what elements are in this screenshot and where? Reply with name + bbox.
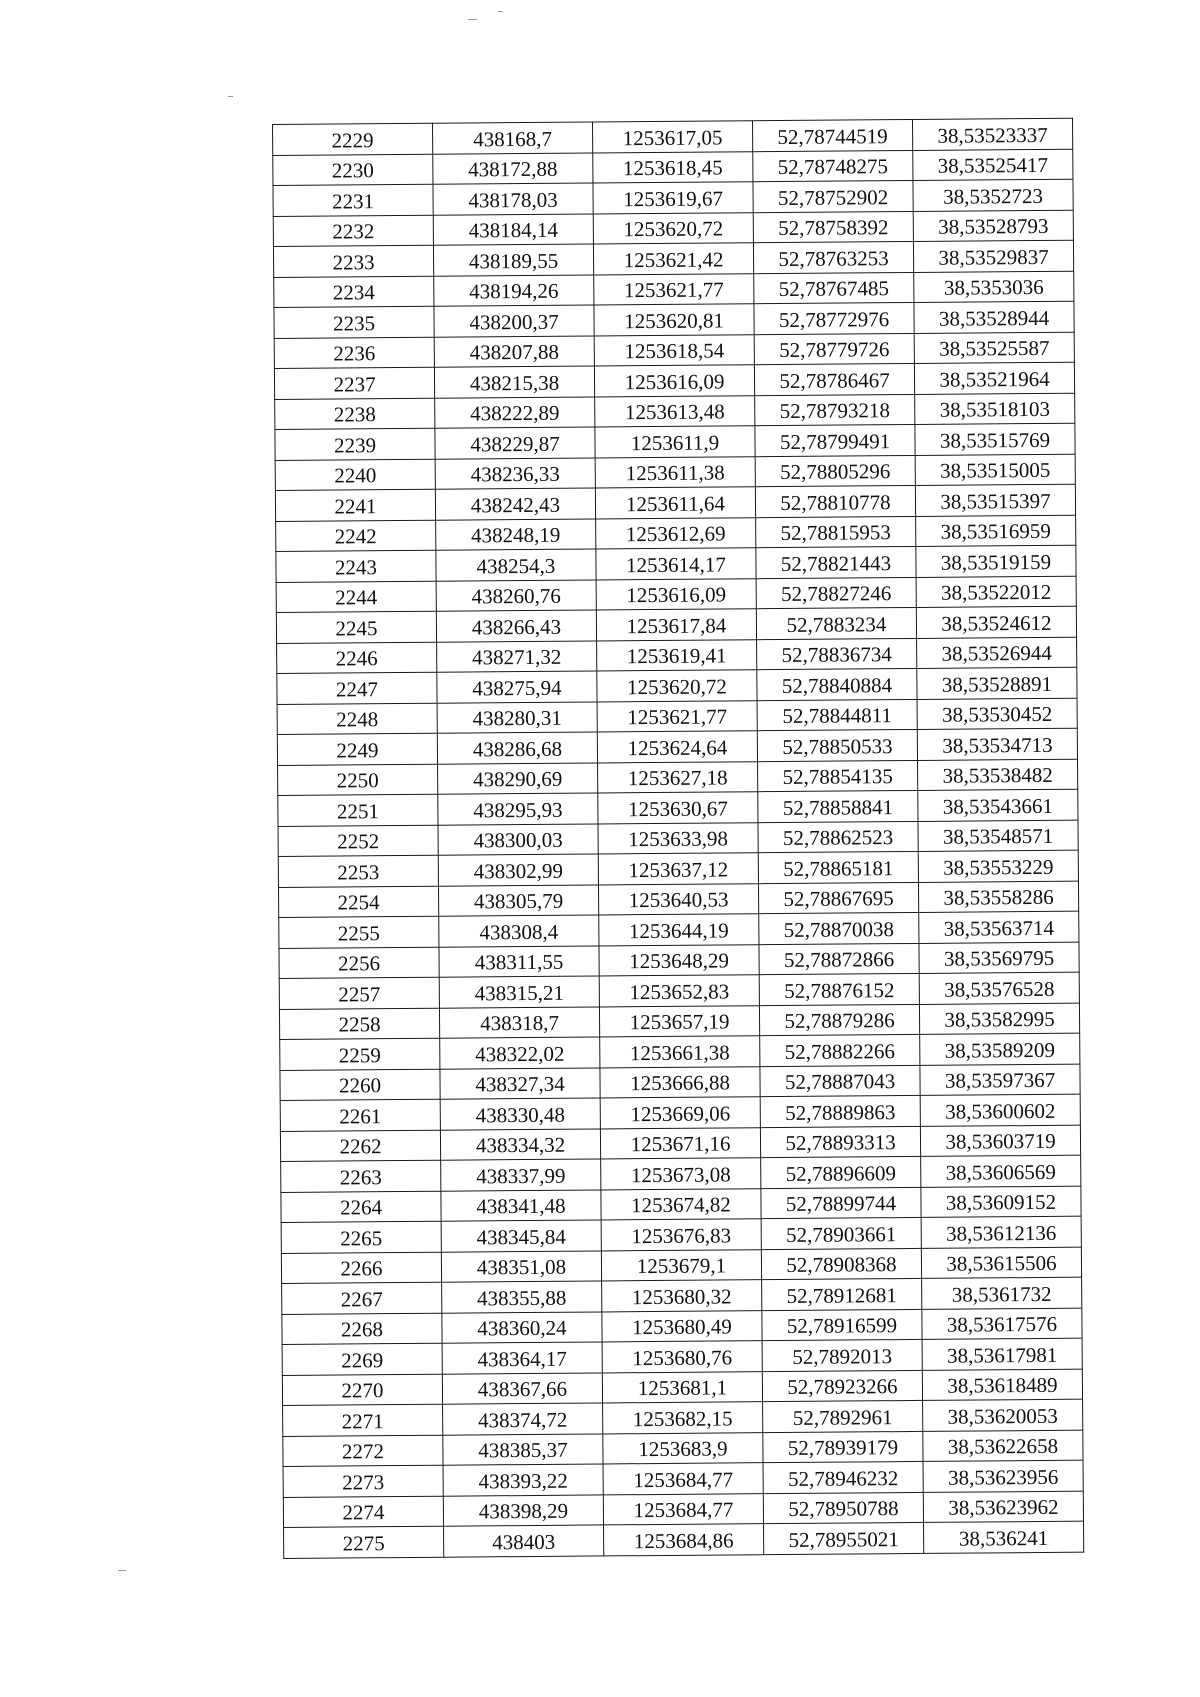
y-coordinate-cell: 1253618,45 bbox=[593, 151, 753, 183]
point-number-cell: 2251 bbox=[278, 794, 438, 826]
y-coordinate-cell: 1253644,19 bbox=[599, 914, 759, 946]
x-coordinate-cell: 438280,31 bbox=[437, 701, 597, 733]
longitude-cell: 38,53615506 bbox=[921, 1247, 1081, 1279]
y-coordinate-cell: 1253614,17 bbox=[596, 548, 756, 580]
y-coordinate-cell: 1253619,67 bbox=[593, 182, 753, 214]
longitude-cell: 38,53553229 bbox=[918, 850, 1078, 882]
x-coordinate-cell: 438398,29 bbox=[443, 1494, 603, 1526]
longitude-cell: 38,53534713 bbox=[917, 728, 1077, 760]
latitude-cell: 52,78889863 bbox=[760, 1095, 920, 1127]
longitude-cell: 38,53623956 bbox=[923, 1460, 1083, 1492]
y-coordinate-cell: 1253618,54 bbox=[594, 334, 754, 366]
latitude-cell: 52,78799491 bbox=[755, 424, 915, 456]
latitude-cell: 52,78882266 bbox=[760, 1034, 920, 1066]
x-coordinate-cell: 438184,14 bbox=[433, 213, 593, 245]
x-coordinate-cell: 438207,88 bbox=[434, 335, 594, 367]
latitude-cell: 52,78887043 bbox=[760, 1065, 920, 1097]
point-number-cell: 2246 bbox=[277, 642, 437, 674]
point-number-cell: 2264 bbox=[281, 1191, 441, 1223]
longitude-cell: 38,53622658 bbox=[923, 1430, 1083, 1462]
point-number-cell: 2273 bbox=[283, 1465, 443, 1497]
latitude-cell: 52,78840884 bbox=[757, 668, 917, 700]
point-number-cell: 2270 bbox=[282, 1374, 442, 1406]
latitude-cell: 52,78752902 bbox=[753, 180, 913, 212]
x-coordinate-cell: 438242,43 bbox=[435, 488, 595, 520]
latitude-cell: 52,78779726 bbox=[754, 333, 914, 365]
point-number-cell: 2237 bbox=[274, 367, 434, 399]
y-coordinate-cell: 1253619,41 bbox=[597, 639, 757, 671]
point-number-cell: 2254 bbox=[278, 886, 438, 918]
point-number-cell: 2257 bbox=[279, 977, 439, 1009]
y-coordinate-cell: 1253684,77 bbox=[603, 1493, 763, 1525]
point-number-cell: 2262 bbox=[280, 1130, 440, 1162]
longitude-cell: 38,53609152 bbox=[921, 1186, 1081, 1218]
latitude-cell: 52,78923266 bbox=[762, 1370, 922, 1402]
longitude-cell: 38,53525417 bbox=[913, 149, 1073, 181]
x-coordinate-cell: 438248,19 bbox=[436, 518, 596, 550]
y-coordinate-cell: 1253621,77 bbox=[594, 273, 754, 305]
longitude-cell: 38,53597367 bbox=[920, 1064, 1080, 1096]
x-coordinate-cell: 438254,3 bbox=[436, 549, 596, 581]
latitude-cell: 52,78862523 bbox=[758, 821, 918, 853]
y-coordinate-cell: 1253684,86 bbox=[604, 1524, 764, 1556]
scan-speck-top bbox=[468, 19, 477, 20]
table-row bbox=[284, 1521, 1084, 1558]
y-coordinate-cell: 1253616,09 bbox=[594, 365, 754, 397]
point-number-cell: 2265 bbox=[281, 1221, 441, 1253]
longitude-cell: 38,53558286 bbox=[918, 881, 1078, 913]
point-number-cell: 2230 bbox=[273, 154, 433, 186]
longitude-cell: 38,53617576 bbox=[922, 1308, 1082, 1340]
latitude-cell: 52,78939179 bbox=[763, 1431, 923, 1463]
point-number-cell: 2238 bbox=[275, 398, 435, 430]
point-number-cell: 2258 bbox=[279, 1008, 439, 1040]
x-coordinate-cell: 438266,43 bbox=[436, 610, 596, 642]
longitude-cell: 38,53530452 bbox=[917, 698, 1077, 730]
longitude-cell: 38,53618489 bbox=[922, 1369, 1082, 1401]
latitude-cell: 52,78946232 bbox=[763, 1461, 923, 1493]
point-number-cell: 2259 bbox=[280, 1038, 440, 1070]
point-number-cell: 2248 bbox=[277, 703, 437, 735]
latitude-cell: 52,78836734 bbox=[757, 638, 917, 670]
latitude-cell: 52,78865181 bbox=[758, 851, 918, 883]
latitude-cell: 52,78867695 bbox=[758, 882, 918, 914]
coordinates-table bbox=[272, 118, 1084, 1559]
latitude-cell: 52,78876152 bbox=[759, 973, 919, 1005]
longitude-cell: 38,53515769 bbox=[915, 423, 1075, 455]
latitude-cell: 52,78872866 bbox=[759, 943, 919, 975]
longitude-cell: 38,53543661 bbox=[918, 789, 1078, 821]
x-coordinate-cell: 438337,99 bbox=[441, 1159, 601, 1191]
x-coordinate-cell: 438302,99 bbox=[438, 854, 598, 886]
y-coordinate-cell: 1253683,9 bbox=[603, 1432, 763, 1464]
point-number-cell: 2244 bbox=[276, 581, 436, 613]
y-coordinate-cell: 1253640,53 bbox=[598, 883, 758, 915]
latitude-cell: 52,78827246 bbox=[756, 577, 916, 609]
longitude-cell: 38,53524612 bbox=[916, 606, 1076, 638]
point-number-cell: 2269 bbox=[282, 1343, 442, 1375]
latitude-cell: 52,78858841 bbox=[758, 790, 918, 822]
longitude-cell: 38,53582995 bbox=[919, 1003, 1079, 1035]
scan-speck-top-right bbox=[498, 11, 503, 12]
longitude-cell: 38,53603719 bbox=[920, 1125, 1080, 1157]
y-coordinate-cell: 1253637,12 bbox=[598, 853, 758, 885]
y-coordinate-cell: 1253624,64 bbox=[597, 731, 757, 763]
longitude-cell: 38,53612136 bbox=[921, 1216, 1081, 1248]
y-coordinate-cell: 1253666,88 bbox=[600, 1066, 760, 1098]
latitude-cell: 52,78916599 bbox=[762, 1309, 922, 1341]
longitude-cell: 38,53521964 bbox=[914, 362, 1074, 394]
latitude-cell: 52,78896609 bbox=[761, 1156, 921, 1188]
x-coordinate-cell: 438200,37 bbox=[434, 305, 594, 337]
x-coordinate-cell: 438351,08 bbox=[441, 1250, 601, 1282]
point-number-cell: 2242 bbox=[276, 520, 436, 552]
x-coordinate-cell: 438275,94 bbox=[437, 671, 597, 703]
x-coordinate-cell: 438229,87 bbox=[435, 427, 595, 459]
y-coordinate-cell: 1253627,18 bbox=[598, 761, 758, 793]
point-number-cell: 2245 bbox=[276, 611, 436, 643]
x-coordinate-cell: 438236,33 bbox=[435, 457, 595, 489]
point-number-cell: 2236 bbox=[274, 337, 434, 369]
latitude-cell: 52,78854135 bbox=[758, 760, 918, 792]
point-number-cell: 2253 bbox=[278, 855, 438, 887]
x-coordinate-cell: 438341,48 bbox=[441, 1189, 601, 1221]
latitude-cell: 52,78758392 bbox=[753, 211, 913, 243]
longitude-cell: 38,53523337 bbox=[912, 118, 1072, 150]
y-coordinate-cell: 1253669,06 bbox=[600, 1097, 760, 1129]
longitude-cell: 38,53516959 bbox=[916, 515, 1076, 547]
point-number-cell: 2271 bbox=[283, 1404, 443, 1436]
point-number-cell: 2268 bbox=[282, 1313, 442, 1345]
x-coordinate-cell: 438295,93 bbox=[438, 793, 598, 825]
y-coordinate-cell: 1253621,42 bbox=[593, 243, 753, 275]
point-number-cell: 2239 bbox=[275, 428, 435, 460]
y-coordinate-cell: 1253617,84 bbox=[596, 609, 756, 641]
latitude-cell: 52,78772976 bbox=[754, 302, 914, 334]
longitude-cell: 38,53515397 bbox=[915, 484, 1075, 516]
point-number-cell: 2231 bbox=[273, 184, 433, 216]
longitude-cell: 38,53528793 bbox=[913, 210, 1073, 242]
x-coordinate-cell: 438178,03 bbox=[433, 183, 593, 215]
latitude-cell: 52,78786467 bbox=[754, 363, 914, 395]
y-coordinate-cell: 1253611,64 bbox=[595, 487, 755, 519]
x-coordinate-cell: 438222,89 bbox=[435, 396, 595, 428]
point-number-cell: 2267 bbox=[282, 1282, 442, 1314]
point-number-cell: 2261 bbox=[280, 1099, 440, 1131]
point-number-cell: 2266 bbox=[281, 1252, 441, 1284]
latitude-cell: 52,78908368 bbox=[761, 1248, 921, 1280]
x-coordinate-cell: 438286,68 bbox=[437, 732, 597, 764]
latitude-cell: 52,7892961 bbox=[763, 1400, 923, 1432]
point-number-cell: 2235 bbox=[274, 306, 434, 338]
point-number-cell: 2255 bbox=[279, 916, 439, 948]
x-coordinate-cell: 438360,24 bbox=[442, 1311, 602, 1343]
y-coordinate-cell: 1253682,15 bbox=[603, 1402, 763, 1434]
point-number-cell: 2274 bbox=[283, 1496, 443, 1528]
y-coordinate-cell: 1253611,38 bbox=[595, 456, 755, 488]
point-number-cell: 2234 bbox=[274, 276, 434, 308]
x-coordinate-cell: 438318,7 bbox=[439, 1006, 599, 1038]
point-number-cell: 2247 bbox=[277, 672, 437, 704]
x-coordinate-cell: 438271,32 bbox=[437, 640, 597, 672]
point-number-cell: 2243 bbox=[276, 550, 436, 582]
x-coordinate-cell: 438367,66 bbox=[442, 1372, 602, 1404]
x-coordinate-cell: 438330,48 bbox=[440, 1098, 600, 1130]
latitude-cell: 52,78763253 bbox=[753, 241, 913, 273]
x-coordinate-cell: 438168,7 bbox=[432, 122, 592, 154]
longitude-cell: 38,53563714 bbox=[919, 911, 1079, 943]
latitude-cell: 52,78950788 bbox=[763, 1492, 923, 1524]
x-coordinate-cell: 438345,84 bbox=[441, 1220, 601, 1252]
latitude-cell: 52,78815953 bbox=[756, 516, 916, 548]
x-coordinate-cell: 438260,76 bbox=[436, 579, 596, 611]
point-number-cell: 2260 bbox=[280, 1069, 440, 1101]
longitude-cell: 38,53528891 bbox=[917, 667, 1077, 699]
latitude-cell: 52,7883234 bbox=[756, 607, 916, 639]
latitude-cell: 52,78879286 bbox=[759, 1004, 919, 1036]
y-coordinate-cell: 1253611,9 bbox=[595, 426, 755, 458]
y-coordinate-cell: 1253676,83 bbox=[601, 1219, 761, 1251]
y-coordinate-cell: 1253680,76 bbox=[602, 1341, 762, 1373]
point-number-cell: 2250 bbox=[278, 764, 438, 796]
longitude-cell: 38,53589209 bbox=[920, 1033, 1080, 1065]
latitude-cell: 52,78893313 bbox=[760, 1126, 920, 1158]
y-coordinate-cell: 1253684,77 bbox=[603, 1463, 763, 1495]
latitude-cell: 52,78903661 bbox=[761, 1217, 921, 1249]
point-number-cell: 2252 bbox=[278, 825, 438, 857]
y-coordinate-cell: 1253657,19 bbox=[599, 1005, 759, 1037]
x-coordinate-cell: 438355,88 bbox=[442, 1281, 602, 1313]
y-coordinate-cell: 1253680,32 bbox=[602, 1280, 762, 1312]
longitude-cell: 38,53617981 bbox=[922, 1338, 1082, 1370]
point-number-cell: 2240 bbox=[275, 459, 435, 491]
longitude-cell: 38,53576528 bbox=[919, 972, 1079, 1004]
point-number-cell: 2275 bbox=[284, 1526, 444, 1558]
y-coordinate-cell: 1253621,77 bbox=[597, 700, 757, 732]
latitude-cell: 52,78899744 bbox=[761, 1187, 921, 1219]
longitude-cell: 38,536241 bbox=[924, 1521, 1084, 1553]
x-coordinate-cell: 438172,88 bbox=[433, 152, 593, 184]
point-number-cell: 2233 bbox=[273, 245, 433, 277]
latitude-cell: 52,78748275 bbox=[753, 150, 913, 182]
longitude-cell: 38,53515005 bbox=[915, 454, 1075, 486]
y-coordinate-cell: 1253612,69 bbox=[596, 517, 756, 549]
y-coordinate-cell: 1253681,1 bbox=[602, 1371, 762, 1403]
y-coordinate-cell: 1253620,72 bbox=[597, 670, 757, 702]
longitude-cell: 38,53620053 bbox=[923, 1399, 1083, 1431]
latitude-cell: 52,78955021 bbox=[764, 1522, 924, 1554]
longitude-cell: 38,53623962 bbox=[923, 1491, 1083, 1523]
y-coordinate-cell: 1253661,38 bbox=[600, 1036, 760, 1068]
y-coordinate-cell: 1253673,08 bbox=[601, 1158, 761, 1190]
x-coordinate-cell: 438305,79 bbox=[438, 884, 598, 916]
longitude-cell: 38,53600602 bbox=[920, 1094, 1080, 1126]
latitude-cell: 52,78793218 bbox=[755, 394, 915, 426]
latitude-cell: 52,78821443 bbox=[756, 546, 916, 578]
longitude-cell: 38,5361732 bbox=[922, 1277, 1082, 1309]
longitude-cell: 38,53528944 bbox=[914, 301, 1074, 333]
point-number-cell: 2232 bbox=[273, 215, 433, 247]
x-coordinate-cell: 438215,38 bbox=[434, 366, 594, 398]
x-coordinate-cell: 438194,26 bbox=[434, 274, 594, 306]
scan-speck-left-bottom bbox=[118, 1570, 126, 1571]
longitude-cell: 38,5352723 bbox=[913, 179, 1073, 211]
longitude-cell: 38,53525587 bbox=[914, 332, 1074, 364]
coordinates-table-body bbox=[273, 118, 1084, 1558]
y-coordinate-cell: 1253648,29 bbox=[599, 944, 759, 976]
latitude-cell: 52,78850533 bbox=[757, 729, 917, 761]
longitude-cell: 38,53538482 bbox=[918, 759, 1078, 791]
longitude-cell: 38,53526944 bbox=[917, 637, 1077, 669]
x-coordinate-cell: 438327,34 bbox=[440, 1067, 600, 1099]
latitude-cell: 52,78744519 bbox=[752, 119, 912, 151]
point-number-cell: 2272 bbox=[283, 1435, 443, 1467]
x-coordinate-cell: 438364,17 bbox=[442, 1342, 602, 1374]
longitude-cell: 38,53569795 bbox=[919, 942, 1079, 974]
latitude-cell: 52,7892013 bbox=[762, 1339, 922, 1371]
y-coordinate-cell: 1253617,05 bbox=[592, 121, 752, 153]
x-coordinate-cell: 438290,69 bbox=[438, 762, 598, 794]
scan-speck-left-top bbox=[228, 96, 233, 97]
x-coordinate-cell: 438300,03 bbox=[438, 823, 598, 855]
x-coordinate-cell: 438322,02 bbox=[440, 1037, 600, 1069]
point-number-cell: 2263 bbox=[281, 1160, 441, 1192]
y-coordinate-cell: 1253674,82 bbox=[601, 1188, 761, 1220]
y-coordinate-cell: 1253620,81 bbox=[594, 304, 754, 336]
longitude-cell: 38,53522012 bbox=[916, 576, 1076, 608]
latitude-cell: 52,78870038 bbox=[759, 912, 919, 944]
x-coordinate-cell: 438374,72 bbox=[443, 1403, 603, 1435]
point-number-cell: 2229 bbox=[273, 123, 433, 155]
x-coordinate-cell: 438308,4 bbox=[439, 915, 599, 947]
longitude-cell: 38,53606569 bbox=[921, 1155, 1081, 1187]
y-coordinate-cell: 1253679,1 bbox=[601, 1249, 761, 1281]
y-coordinate-cell: 1253616,09 bbox=[596, 578, 756, 610]
longitude-cell: 38,5353036 bbox=[914, 271, 1074, 303]
y-coordinate-cell: 1253680,49 bbox=[602, 1310, 762, 1342]
longitude-cell: 38,53548571 bbox=[918, 820, 1078, 852]
longitude-cell: 38,53529837 bbox=[913, 240, 1073, 272]
x-coordinate-cell: 438311,55 bbox=[439, 945, 599, 977]
x-coordinate-cell: 438403 bbox=[444, 1525, 604, 1557]
y-coordinate-cell: 1253620,72 bbox=[593, 212, 753, 244]
y-coordinate-cell: 1253613,48 bbox=[595, 395, 755, 427]
point-number-cell: 2256 bbox=[279, 947, 439, 979]
x-coordinate-cell: 438315,21 bbox=[439, 976, 599, 1008]
point-number-cell: 2241 bbox=[275, 489, 435, 521]
latitude-cell: 52,78912681 bbox=[762, 1278, 922, 1310]
y-coordinate-cell: 1253671,16 bbox=[600, 1127, 760, 1159]
y-coordinate-cell: 1253652,83 bbox=[599, 975, 759, 1007]
x-coordinate-cell: 438393,22 bbox=[443, 1464, 603, 1496]
x-coordinate-cell: 438334,32 bbox=[440, 1128, 600, 1160]
longitude-cell: 38,53518103 bbox=[915, 393, 1075, 425]
point-number-cell: 2249 bbox=[277, 733, 437, 765]
latitude-cell: 52,78844811 bbox=[757, 699, 917, 731]
longitude-cell: 38,53519159 bbox=[916, 545, 1076, 577]
latitude-cell: 52,78767485 bbox=[754, 272, 914, 304]
x-coordinate-cell: 438385,37 bbox=[443, 1433, 603, 1465]
x-coordinate-cell: 438189,55 bbox=[433, 244, 593, 276]
y-coordinate-cell: 1253633,98 bbox=[598, 822, 758, 854]
latitude-cell: 52,78810778 bbox=[755, 485, 915, 517]
y-coordinate-cell: 1253630,67 bbox=[598, 792, 758, 824]
latitude-cell: 52,78805296 bbox=[755, 455, 915, 487]
